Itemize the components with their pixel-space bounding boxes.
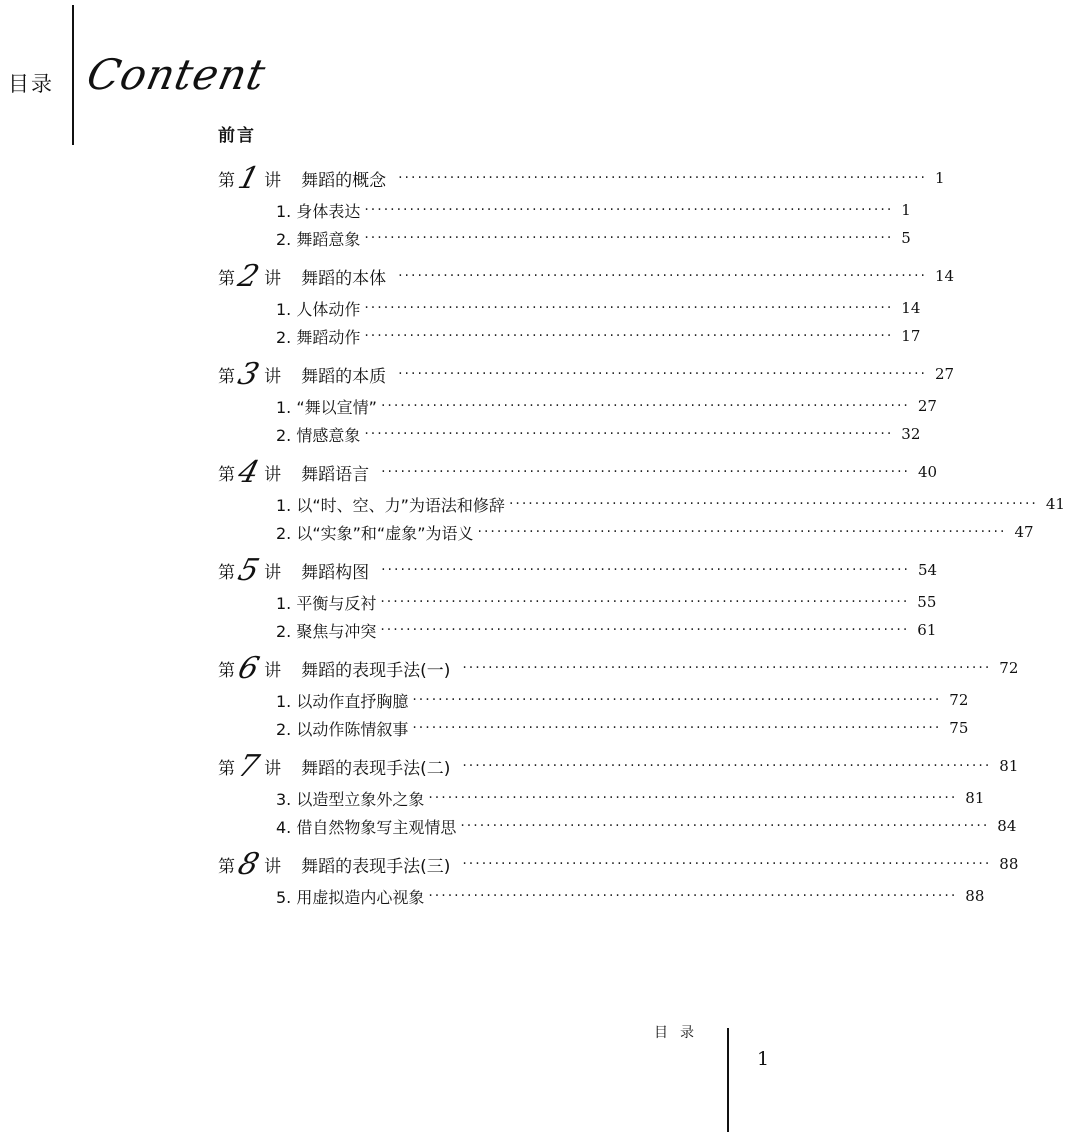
footer-running-title: 目录 (654, 1025, 706, 1041)
lecture-number: 1 (234, 160, 263, 196)
lecture-prefix: 第 (218, 660, 235, 681)
dot-leader: ·················································································· (380, 398, 910, 414)
toc-section[interactable] (218, 784, 985, 812)
toc-section[interactable] (218, 294, 921, 322)
section-page: 17 (901, 327, 921, 345)
lecture-number: 6 (234, 650, 263, 686)
toc-heading: 目录 (8, 72, 54, 96)
toc-entry-preface[interactable]: 前言 (218, 126, 256, 146)
lecture-title: 舞蹈的表现手法(三) (301, 856, 451, 877)
section-page: 27 (917, 397, 937, 415)
toc-lecture-8[interactable] (218, 846, 1019, 882)
lecture-title: 舞蹈的本质 (301, 366, 387, 387)
lecture-title: 舞蹈语言 (301, 464, 370, 485)
section-title: 1. 平衡与反衬 (276, 593, 377, 613)
dot-leader: ·················································································· (364, 328, 894, 344)
lecture-suffix: 讲 (264, 366, 282, 387)
toc-lecture-5[interactable] (218, 552, 938, 588)
content-script-heading: Content (82, 50, 271, 99)
section-page: 32 (901, 425, 921, 443)
section-title: 2. 舞蹈动作 (276, 327, 361, 347)
dot-leader: ·················································································· (460, 818, 990, 834)
toc-lecture-2[interactable] (218, 258, 955, 294)
section-page: 72 (949, 691, 969, 709)
dot-leader: ·················································································· (380, 622, 910, 638)
lecture-page: 72 (999, 659, 1019, 677)
dot-leader: ·················································································· (462, 758, 992, 774)
dot-leader: ·················································································· (381, 562, 911, 578)
dot-leader: ·················································································· (462, 660, 992, 676)
section-title: 1. 身体表达 (276, 201, 361, 221)
section-page: 5 (901, 229, 911, 247)
dot-leader: ·················································································· (364, 300, 894, 316)
toc-section[interactable] (218, 518, 1034, 546)
section-title: 2. 聚焦与冲突 (276, 621, 377, 641)
lecture-title: 舞蹈构图 (301, 562, 370, 583)
toc-section[interactable] (218, 420, 921, 448)
lecture-number: 8 (234, 846, 263, 882)
section-title: 2. 舞蹈意象 (276, 229, 361, 249)
section-title: 4. 借自然物象写主观情思 (276, 817, 457, 837)
dot-leader: ·················································································· (398, 268, 928, 284)
dot-leader: ·················································································· (398, 366, 928, 382)
toc-lecture-6[interactable] (218, 650, 1019, 686)
dot-leader: ·················································································· (412, 720, 942, 736)
lecture-title: 舞蹈的概念 (301, 170, 387, 191)
lecture-page: 88 (999, 855, 1019, 873)
dot-leader: ·················································································· (477, 524, 1007, 540)
section-page: 41 (1045, 495, 1065, 513)
dot-leader: ·················································································· (428, 888, 958, 904)
lecture-number: 2 (234, 258, 263, 294)
header-divider (72, 5, 74, 145)
lecture-prefix: 第 (218, 856, 235, 877)
toc-lecture-3[interactable] (218, 356, 955, 392)
lecture-title: 舞蹈的表现手法(一) (301, 660, 451, 681)
toc-section[interactable] (218, 616, 937, 644)
section-page: 88 (965, 887, 985, 905)
toc-section[interactable] (218, 392, 937, 420)
page-number: 1 (757, 1048, 770, 1070)
section-title: 1. 以“时、空、力”为语法和修辞 (276, 495, 505, 515)
toc-lectures (218, 160, 1065, 910)
section-title: 2. 以“实象”和“虚象”为语义 (276, 523, 474, 543)
section-page: 14 (901, 299, 921, 317)
toc-section[interactable] (218, 196, 911, 224)
table-of-contents (218, 118, 1065, 910)
lecture-prefix: 第 (218, 464, 235, 485)
toc-section[interactable] (218, 224, 911, 252)
dot-leader: ·················································································· (380, 594, 910, 610)
dot-leader: ·················································································· (364, 426, 894, 442)
lecture-page: 14 (935, 267, 955, 285)
toc-section[interactable] (218, 588, 937, 616)
section-page: 1 (901, 201, 911, 219)
section-page: 61 (917, 621, 937, 639)
section-title: 1. “舞以宣情” (276, 397, 377, 417)
toc-section[interactable] (218, 882, 985, 910)
lecture-prefix: 第 (218, 170, 235, 191)
lecture-page: 54 (918, 561, 938, 579)
section-page: 81 (965, 789, 985, 807)
section-title: 2. 以动作陈情叙事 (276, 719, 409, 739)
toc-lecture-1[interactable] (218, 160, 945, 196)
lecture-number: 5 (234, 552, 263, 588)
lecture-number: 4 (234, 454, 263, 490)
toc-section[interactable] (218, 322, 921, 350)
lecture-suffix: 讲 (264, 464, 282, 485)
toc-section[interactable] (218, 714, 969, 742)
lecture-page: 40 (918, 463, 938, 481)
lecture-prefix: 第 (218, 268, 235, 289)
dot-leader: ·················································································· (412, 692, 942, 708)
lecture-prefix: 第 (218, 366, 235, 387)
dot-leader: ·················································································· (381, 464, 911, 480)
dot-leader: ·················································································· (364, 202, 894, 218)
dot-leader: ·················································································· (364, 230, 894, 246)
toc-section[interactable] (218, 490, 1065, 518)
lecture-suffix: 讲 (264, 268, 282, 289)
lecture-suffix: 讲 (264, 856, 282, 877)
lecture-page: 1 (935, 169, 945, 187)
section-page: 55 (917, 593, 937, 611)
toc-lecture-4[interactable] (218, 454, 938, 490)
lecture-page: 81 (999, 757, 1019, 775)
toc-section[interactable] (218, 812, 1017, 840)
lecture-suffix: 讲 (264, 660, 282, 681)
lecture-prefix: 第 (218, 562, 235, 583)
lecture-page: 27 (935, 365, 955, 383)
lecture-title: 舞蹈的表现手法(二) (301, 758, 451, 779)
dot-leader: ·················································································· (462, 856, 992, 872)
toc-section[interactable] (218, 686, 969, 714)
footer-divider (727, 1028, 729, 1132)
toc-lecture-7[interactable] (218, 748, 1019, 784)
section-title: 1. 人体动作 (276, 299, 361, 319)
dot-leader: ·················································································· (398, 170, 928, 186)
section-page: 47 (1014, 523, 1034, 541)
section-title: 2. 情感意象 (276, 425, 361, 445)
lecture-suffix: 讲 (264, 758, 282, 779)
lecture-title: 舞蹈的本体 (301, 268, 387, 289)
section-title: 5. 用虚拟造内心视象 (276, 887, 425, 907)
lecture-suffix: 讲 (264, 562, 282, 583)
section-page: 75 (949, 719, 969, 737)
section-page: 84 (997, 817, 1017, 835)
lecture-suffix: 讲 (264, 170, 282, 191)
lecture-number: 7 (234, 748, 263, 784)
dot-leader: ·················································································· (428, 790, 958, 806)
section-title: 1. 以动作直抒胸臆 (276, 691, 409, 711)
lecture-number: 3 (234, 356, 263, 392)
section-title: 3. 以造型立象外之象 (276, 789, 425, 809)
dot-leader: ·················································································· (508, 496, 1038, 512)
lecture-prefix: 第 (218, 758, 235, 779)
